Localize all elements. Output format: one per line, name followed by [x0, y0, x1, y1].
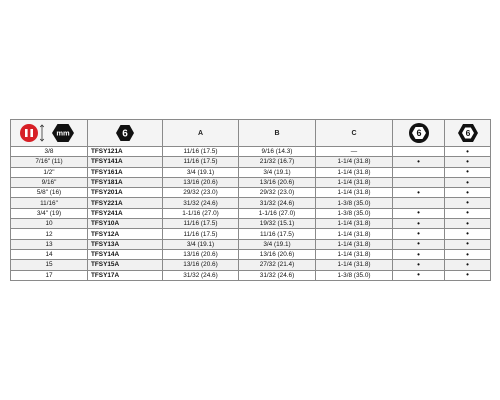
- size-cell: 13: [11, 239, 88, 249]
- table-row: [11, 157, 491, 167]
- col-c-header: C: [316, 120, 393, 147]
- size-cell: 15: [11, 260, 88, 270]
- feature1-dot: [393, 167, 445, 177]
- feature2-symbol: 6: [465, 128, 470, 139]
- table-row: [11, 208, 491, 218]
- feature2-dot: •: [445, 147, 491, 157]
- six-point-socket-icon: [408, 122, 430, 144]
- part-number-cell: TFSY241A: [88, 208, 163, 218]
- part-number-cell: TFSY13A: [88, 239, 163, 249]
- feature1-dot: •: [393, 219, 445, 229]
- dim-a-cell: 11/16 (17.5): [163, 229, 239, 239]
- spec-table: [10, 119, 491, 281]
- dim-b-cell: 13/16 (20.6): [239, 177, 316, 187]
- feature1-dot: •: [393, 249, 445, 259]
- point-symbol: 6: [122, 128, 128, 140]
- feature2-dot: •: [445, 249, 491, 259]
- dim-b-cell: 31/32 (24.6): [239, 198, 316, 208]
- part-number-cell: TFSY12A: [88, 229, 163, 239]
- dim-a-cell: 11/16 (17.5): [163, 147, 239, 157]
- dim-b-cell: 31/32 (24.6): [239, 270, 316, 280]
- size-cell: 9/16": [11, 177, 88, 187]
- feature2-dot: •: [445, 208, 491, 218]
- table-row: [11, 260, 491, 270]
- size-unit-label: mm: [56, 128, 70, 138]
- dim-b-cell: 13/16 (20.6): [239, 249, 316, 259]
- dim-a-cell: 1-1/16 (27.0): [163, 208, 239, 218]
- dim-a-cell: 13/16 (20.6): [163, 177, 239, 187]
- feature1-dot: [393, 198, 445, 208]
- table-row: [11, 177, 491, 187]
- table-row: [11, 188, 491, 198]
- dim-b-cell: 21/32 (16.7): [239, 157, 316, 167]
- size-cell: 3/8: [11, 147, 88, 157]
- feature2-dot: •: [445, 167, 491, 177]
- dim-c-cell: 1-3/8 (35.0): [316, 270, 393, 280]
- size-cell: 1/2": [11, 167, 88, 177]
- dim-c-cell: 1-1/4 (31.8): [316, 219, 393, 229]
- point-header: [88, 120, 163, 147]
- part-number-cell: TFSY17A: [88, 270, 163, 280]
- dim-c-cell: 1-1/4 (31.8): [316, 177, 393, 187]
- socket-size-icon: [20, 124, 38, 142]
- dim-c-cell: 1-1/4 (31.8): [316, 188, 393, 198]
- dim-c-cell: 1-3/8 (35.0): [316, 198, 393, 208]
- size-cell: 17: [11, 270, 88, 280]
- dim-b-cell: 3/4 (19.1): [239, 239, 316, 249]
- dim-a-cell: 3/4 (19.1): [163, 167, 239, 177]
- dim-a-cell: 11/16 (17.5): [163, 157, 239, 167]
- part-number-cell: TFSY161A: [88, 167, 163, 177]
- size-cell: 10: [11, 219, 88, 229]
- dim-b-cell: 9/16 (14.3): [239, 147, 316, 157]
- table-row: [11, 219, 491, 229]
- size-cell: 12: [11, 229, 88, 239]
- part-number-cell: TFSY201A: [88, 188, 163, 198]
- table-row: [11, 167, 491, 177]
- dim-c-cell: 1-1/4 (31.8): [316, 157, 393, 167]
- part-number-cell: TFSY121A: [88, 147, 163, 157]
- dim-c-cell: 1-3/8 (35.0): [316, 208, 393, 218]
- part-number-cell: TFSY181A: [88, 177, 163, 187]
- part-number-cell: TFSY141A: [88, 157, 163, 167]
- col-b-header: B: [239, 120, 316, 147]
- part-number-cell: TFSY10A: [88, 219, 163, 229]
- feature1-dot: [393, 147, 445, 157]
- size-header-icons: [18, 122, 80, 144]
- dim-c-cell: 1-1/4 (31.8): [316, 239, 393, 249]
- size-cell: 11/16": [11, 198, 88, 208]
- dim-b-cell: 1-1/16 (27.0): [239, 208, 316, 218]
- feature1-dot: •: [393, 208, 445, 218]
- dim-c-cell: —: [316, 147, 393, 157]
- part-number-cell: TFSY14A: [88, 249, 163, 259]
- six-point-hex-icon: [115, 123, 135, 143]
- feature1-dot: •: [393, 260, 445, 270]
- table-row: [11, 198, 491, 208]
- table-row: [11, 147, 491, 157]
- feature2-dot: •: [445, 177, 491, 187]
- feature1-dot: [393, 177, 445, 187]
- feature1-dot: •: [393, 229, 445, 239]
- feature1-dot: •: [393, 188, 445, 198]
- dim-c-cell: 1-1/4 (31.8): [316, 260, 393, 270]
- feature2-dot: •: [445, 229, 491, 239]
- size-cell: 5/8" (16): [11, 188, 88, 198]
- dim-b-cell: 19/32 (15.1): [239, 219, 316, 229]
- feature1-dot: •: [393, 239, 445, 249]
- feature2-dot: •: [445, 188, 491, 198]
- dim-c-cell: 1-1/4 (31.8): [316, 229, 393, 239]
- dim-a-cell: 11/16 (17.5): [163, 219, 239, 229]
- table-row: [11, 239, 491, 249]
- dim-c-cell: 1-1/4 (31.8): [316, 249, 393, 259]
- size-cell: 14: [11, 249, 88, 259]
- dim-a-cell: 31/32 (24.6): [163, 270, 239, 280]
- size-header: [11, 120, 88, 147]
- dim-a-cell: 13/16 (20.6): [163, 249, 239, 259]
- feature2-dot: •: [445, 239, 491, 249]
- feature2-dot: •: [445, 219, 491, 229]
- feature1-dot: •: [393, 270, 445, 280]
- dim-b-cell: 11/16 (17.5): [239, 229, 316, 239]
- col-a-header: A: [163, 120, 239, 147]
- dimension-arrow-icon: [40, 125, 44, 141]
- size-cell: 3/4" (19): [11, 208, 88, 218]
- dim-b-cell: 29/32 (23.0): [239, 188, 316, 198]
- dim-a-cell: 29/32 (23.0): [163, 188, 239, 198]
- feature2-header: [445, 120, 491, 147]
- dim-a-cell: 13/16 (20.6): [163, 260, 239, 270]
- part-number-cell: TFSY221A: [88, 198, 163, 208]
- feature2-dot: •: [445, 260, 491, 270]
- dim-c-cell: 1-1/4 (31.8): [316, 167, 393, 177]
- table-row: [11, 270, 491, 280]
- six-point-hex-outline-icon: [457, 122, 479, 144]
- feature1-header: [393, 120, 445, 147]
- table-row: [11, 249, 491, 259]
- dim-b-cell: 27/32 (21.4): [239, 260, 316, 270]
- dim-b-cell: 3/4 (19.1): [239, 167, 316, 177]
- dim-a-cell: 31/32 (24.6): [163, 198, 239, 208]
- feature1-dot: •: [393, 157, 445, 167]
- size-cell: 7/16" (11): [11, 157, 88, 167]
- feature2-dot: •: [445, 198, 491, 208]
- table-row: [11, 229, 491, 239]
- feature2-dot: •: [445, 270, 491, 280]
- feature2-dot: •: [445, 157, 491, 167]
- feature1-symbol: 6: [415, 128, 422, 139]
- dim-a-cell: 3/4 (19.1): [163, 239, 239, 249]
- header-row: [11, 120, 491, 147]
- part-number-cell: TFSY15A: [88, 260, 163, 270]
